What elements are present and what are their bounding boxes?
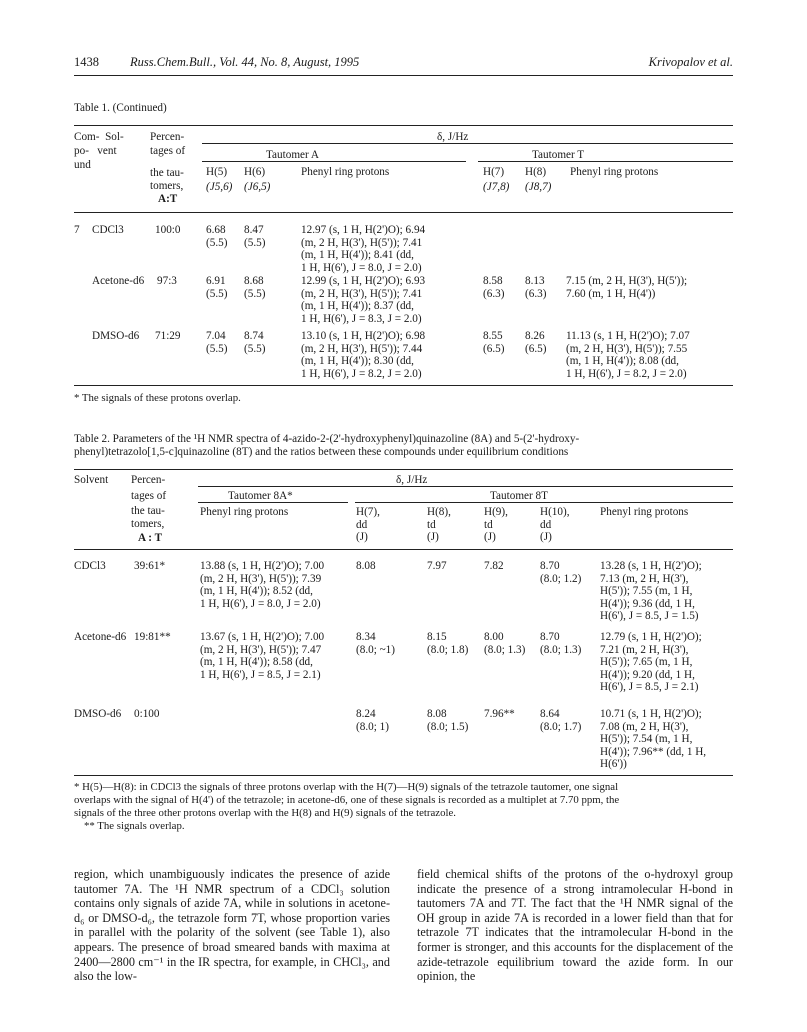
t1-delta-rule <box>202 143 733 144</box>
t1-head-pct-2: tages of <box>150 145 186 157</box>
t1-r2-h6: 8.68 (5.5) <box>244 275 266 300</box>
header-rule <box>74 75 733 76</box>
t2-r3-pct: 0:100 <box>134 708 160 720</box>
t2-r3-h8: 8.08 (8.0; 1.5) <box>427 708 469 733</box>
t2-r1-h8: 7.97 <box>427 560 447 572</box>
t1-r3-pct: 71:29 <box>155 330 181 342</box>
table1-top-rule <box>74 125 733 126</box>
t2-head-tautomer-a: Tautomer 8A* <box>228 490 293 502</box>
t1-head-h6: H(6) <box>244 166 266 178</box>
t1-r2-h8: 8.13 (6.3) <box>525 275 547 300</box>
running-header <box>74 56 733 72</box>
t2-head-tautomer-t: Tautomer 8T <box>490 490 548 502</box>
t1-r3-phenyl-t: 11.13 (s, 1 H, H(2')O); 7.07 (m, 2 H, H(3'), H(5')); 7.55 (m, 1 H, H(4')); 8.08 (dd, 1 H, H(6'), J = 8.2, J = 2.0) <box>566 330 690 380</box>
t1-head-pct-1: Percen- <box>150 131 185 143</box>
body-right-column: field chemical shifts of the protons of the o-hydroxyl group indicate the presence of a strong intramolecular H-bond in tautomers 7A and 7T. The fact that the ¹H NMR signal of the OH group in azide 7A is recorded in a lower field than that for tetrazole 7T indicates that the intramolecular H-bond in the former is stronger, and this accounts for the displacement of the azide-tetrazole equilibrium toward the azide form. In our opinion, the <box>417 867 733 984</box>
t1-head-tautomer-t: Tautomer T <box>532 149 585 161</box>
t1-head-h7: H(7) <box>483 166 505 178</box>
page-number: 1438 <box>74 55 99 69</box>
t2-footnote-2: overlaps with the signal of H(4') of the tetrazole; in acetone-d6, one of these signals is recorded as a multiplet at 7.70 ppm, the <box>74 794 620 806</box>
t1-r3-phenyl-a: 13.10 (s, 1 H, H(2')O); 6.98 (m, 2 H, H(3'), H(5')); 7.44 (m, 1 H, H(4')); 8.30 (dd, 1 H, H(6'), J = 8.2, J = 2.0) <box>301 330 426 380</box>
t2-r2-h7: 8.34 (8.0; ~1) <box>356 631 395 656</box>
t1-r2-phenyl-a: 12.99 (s, 1 H, H(2')O); 6.93 (m, 2 H, H(3'), H(5')); 7.41 (m, 1 H, H(4')); 8.37 (dd, 1 H, H(6'), J = 8.3, J = 2.0) <box>301 275 426 325</box>
t1-r1-solvent: CDCl3 <box>92 224 124 236</box>
t1-r2-pct: 97:3 <box>157 275 177 287</box>
t2-r3-h9: 7.96** <box>484 708 515 720</box>
t1-head-pct-5: A:T <box>158 193 178 205</box>
t2-r2-solvent: Acetone-d6 <box>74 631 127 643</box>
t1-head-compound-2: po- vent <box>74 145 117 157</box>
t1-r3-h5: 7.04 (5.5) <box>206 330 228 355</box>
t2-r1-h10: 8.70 (8.0; 1.2) <box>540 560 582 585</box>
t2-head-pct-3: the tau- <box>131 505 165 517</box>
t2-r1-phenyl-t: 13.28 (s, 1 H, H(2')O); 7.13 (m, 2 H, H(3'), H(5')); 7.55 (m, 1 H, H(4')); 9.36 (dd, 1 H, H(6'), J = 8.5, J = 1.5) <box>600 560 702 623</box>
t1-r2-h5: 6.91 (5.5) <box>206 275 228 300</box>
t1-head-tautomer-a: Tautomer A <box>266 149 319 161</box>
t2-head-solvent: Solvent <box>74 474 109 486</box>
t2-head-delta: δ, J/Hz <box>396 474 428 486</box>
journal-citation: Russ.Chem.Bull., Vol. 44, No. 8, August, 1995 <box>130 55 360 69</box>
t2-head-phenyl-a: Phenyl ring protons <box>200 506 289 518</box>
t2-head-h9: H(9), td (J) <box>484 506 508 544</box>
t1-head-h5: H(5) <box>206 166 228 178</box>
table2-caption: Table 2. Parameters of the ¹H NMR spectra of 4-azido-2-(2'-hydroxyphenyl)quinazoline (8A) and 5-(2'-hydroxy- <box>74 433 580 445</box>
t1-r2-phenyl-t: 7.15 (m, 2 H, H(3'), H(5')); 7.60 (m, 1 H, H(4')) <box>566 275 688 300</box>
t1-head-delta: δ, J/Hz <box>437 131 469 143</box>
t2-head-h10: H(10), dd (J) <box>540 506 570 544</box>
t2-head-h7: H(7), dd (J) <box>356 506 380 544</box>
t2-head-pct-1: Percen- <box>131 474 166 486</box>
t2-head-pct-4: tomers, <box>131 518 165 530</box>
t1-r1-compound: 7 <box>74 224 80 236</box>
t1-r1-h6: 8.47 (5.5) <box>244 224 266 249</box>
t2-r3-h10: 8.64 (8.0; 1.7) <box>540 708 582 733</box>
t1-head-phenyl-t: Phenyl ring protons <box>570 166 659 178</box>
t2-r3-h7: 8.24 (8.0; 1) <box>356 708 389 733</box>
t2-r2-h9: 8.00 (8.0; 1.3) <box>484 631 526 656</box>
t2-footnote-4: ** The signals overlap. <box>84 820 185 832</box>
t1-r2-h7: 8.58 (6.3) <box>483 275 505 300</box>
t1-head-compound: Com- Sol- <box>74 131 124 143</box>
t2-r2-pct: 19:81** <box>134 631 171 643</box>
t1-r3-solvent: DMSO-d6 <box>92 330 140 342</box>
t2-r3-solvent: DMSO-d6 <box>74 708 122 720</box>
t1-r3-h6: 8.74 (5.5) <box>244 330 266 355</box>
t2-head-pct-2: tages of <box>131 490 167 502</box>
t1-head-j87: (J8,7) <box>525 181 552 193</box>
t2-r3-phenyl-t: 10.71 (s, 1 H, H(2')O); 7.08 (m, 2 H, H(3'), H(5')); 7.54 (m, 1 H, H(4')); 7.96** (dd, 1 H, H(6')) <box>600 708 707 771</box>
t1-head-pct-4: tomers, <box>150 180 184 192</box>
t2-r2-h8: 8.15 (8.0; 1.8) <box>427 631 469 656</box>
t2-r2-phenyl-a: 13.67 (s, 1 H, H(2')O); 7.00 (m, 2 H, H(3'), H(5')); 7.47 (m, 1 H, H(4')); 8.58 (dd, 1 H, H(6'), J = 8.5, J = 2.1) <box>200 631 325 681</box>
t2-delta-rule <box>198 486 733 487</box>
table2-bottom-rule <box>74 775 733 776</box>
t1-head-j65: (J6,5) <box>244 181 271 193</box>
t2-taut-a-rule <box>198 502 348 503</box>
t2-r1-pct: 39:61* <box>134 560 166 572</box>
t2-r1-h9: 7.82 <box>484 560 504 572</box>
authors: Krivopalov et al. <box>648 55 733 69</box>
t1-taut-a-rule <box>202 161 466 162</box>
t1-r3-h8: 8.26 (6.5) <box>525 330 547 355</box>
t1-head-j56: (J5,6) <box>206 181 233 193</box>
table1-caption: Table 1. (Continued) <box>74 102 167 114</box>
table2-caption-2: phenyl)tetrazolo[1,5-c]quinazoline (8T) and the ratios between these compounds under equilibrium conditions <box>74 446 569 458</box>
table1-head-rule <box>74 212 733 213</box>
t2-head-h8: H(8), td (J) <box>427 506 451 544</box>
t1-r2-solvent: Acetone-d6 <box>92 275 145 287</box>
t1-r1-pct: 100:0 <box>155 224 181 236</box>
t2-footnote-1: * H(5)—H(8): in CDCl3 the signals of three protons overlap with the H(7)—H(9) signals of the tetrazole tautomer, one signal <box>74 781 619 793</box>
t2-r1-phenyl-a: 13.88 (s, 1 H, H(2')O); 7.00 (m, 2 H, H(3'), H(5')); 7.39 (m, 1 H, H(4')); 8.52 (dd, 1 H, H(6'), J = 8.0, J = 2.0) <box>200 560 325 610</box>
t1-r1-h5: 6.68 (5.5) <box>206 224 228 249</box>
t2-r2-phenyl-t: 12.79 (s, 1 H, H(2')O); 7.21 (m, 2 H, H(3'), H(5')); 7.65 (m, 1 H, H(4')); 9.20 (dd, 1 H, H(6'), J = 8.5, J = 2.1) <box>600 631 702 694</box>
t1-head-pct-3: the tau- <box>150 167 184 179</box>
t1-head-phenyl-a: Phenyl ring protons <box>301 166 390 178</box>
t1-footnote: * The signals of these protons overlap. <box>74 392 241 404</box>
body-left-column: region, which unambiguously indicates the presence of azide tautomer 7A. The ¹H NMR spectrum of a CDCl₃ solution contains only signals of azide 7A, while in solutions in acetone-d₆ or DMSO-d₆, the tetrazole form 7T, whose proportion varies in parallel with the polarity of the solvent (see Table 1), also appears. The presence of broad smeared bands with maxima at 2400—2800 cm⁻¹ in the IR spectra, for example, in CHCl₃, and also the low- <box>74 867 390 984</box>
table1-bottom-rule <box>74 385 733 386</box>
t2-taut-t-rule <box>355 502 733 503</box>
t2-footnote-3: signals of the three other protons overlap with the H(8) and H(9) signals of the tetrazole. <box>74 807 456 819</box>
t1-r3-h7: 8.55 (6.5) <box>483 330 505 355</box>
t2-head-phenyl-t: Phenyl ring protons <box>600 506 689 518</box>
t2-r1-solvent: CDCl3 <box>74 560 106 572</box>
t1-r1-phenyl-a: 12.97 (s, 1 H, H(2')O); 6.94 (m, 2 H, H(3'), H(5')); 7.41 (m, 1 H, H(4')); 8.41 (dd, 1 H, H(6'), J = 8.0, J = 2.0) <box>301 224 426 274</box>
t2-head-pct-5: A : T <box>138 532 163 544</box>
t1-head-j78: (J7,8) <box>483 181 510 193</box>
table2-top-rule <box>74 469 733 470</box>
t1-head-compound-3: und <box>74 159 91 171</box>
t1-taut-t-rule <box>478 161 733 162</box>
table2-head-rule <box>74 549 733 550</box>
t2-r1-h7: 8.08 <box>356 560 376 572</box>
t2-r2-h10: 8.70 (8.0; 1.3) <box>540 631 582 656</box>
t1-head-h8: H(8) <box>525 166 547 178</box>
